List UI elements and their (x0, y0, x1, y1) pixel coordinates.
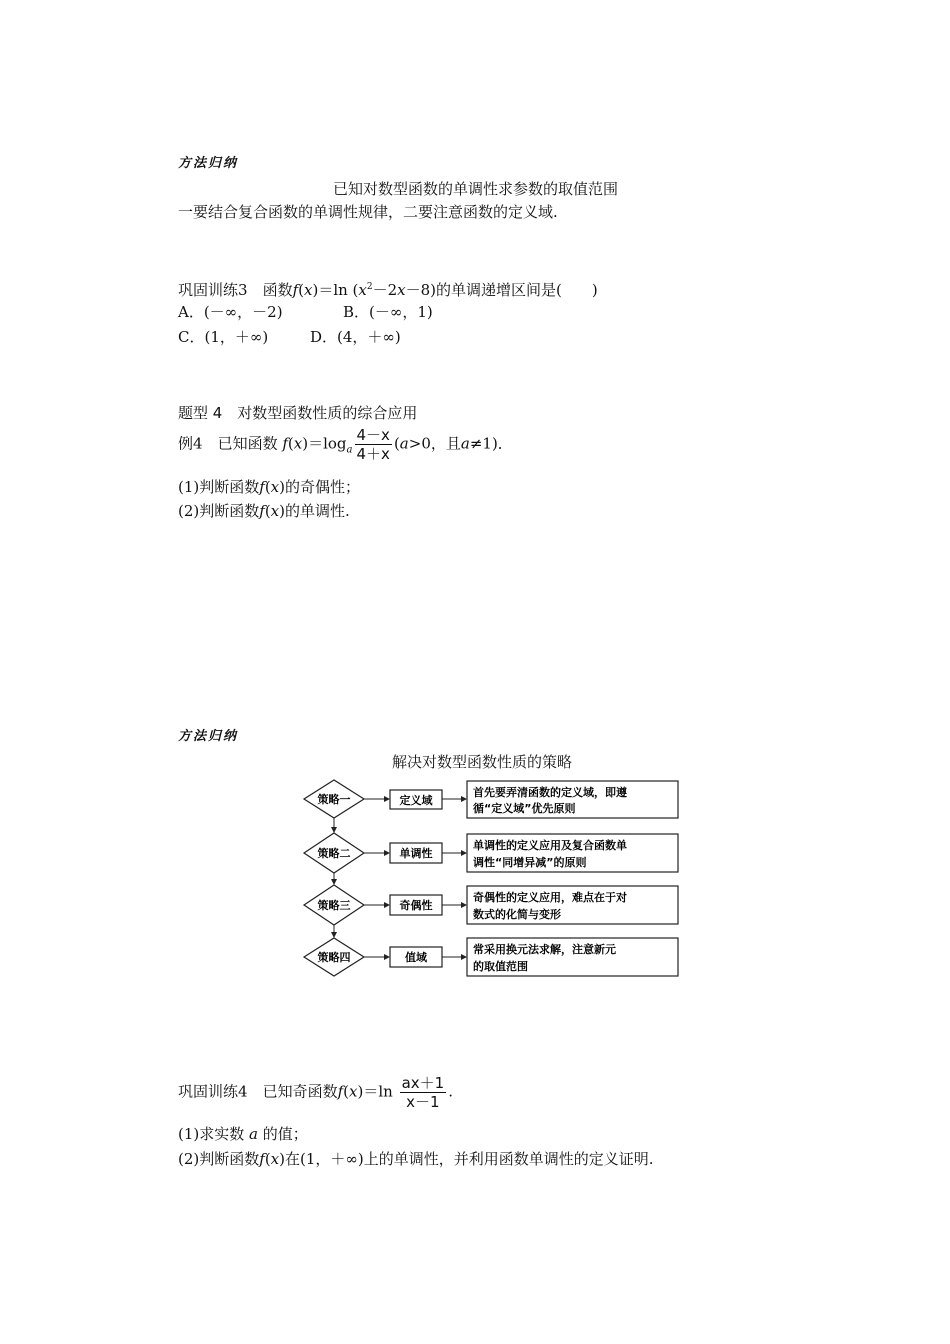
example4-q1: (1)判断函数f(x)的奇偶性； (178, 478, 360, 496)
desc-2-line1: 单调性的定义应用及复合函数单 (473, 839, 627, 852)
topic-3-label: 奇偶性 (399, 899, 433, 912)
desc-3-line2: 数式的化简与变形 (473, 908, 561, 921)
method-label: 方法归纳 (178, 156, 239, 171)
desc-1-line1: 首先要弄清函数的定义域，即遵 (473, 786, 627, 799)
strategy-3-label: 策略三 (317, 899, 351, 912)
desc-1-line2: 循“定义域”优先原则 (473, 802, 576, 815)
strategy-flowchart (300, 776, 685, 986)
example4-label: 例4 (178, 434, 203, 453)
topic-1-label: 定义域 (399, 794, 433, 807)
example4-stem: 例4 已知函数 $f(x)=\log_a$ $\frac{4-x}{4+x}$ (a>0，且a≠1)． (178, 426, 513, 463)
strategy-1-label: 策略一 (317, 793, 351, 806)
desc-3-line1: 奇偶性的定义应用，难点在于对 (473, 891, 627, 904)
desc-4-line2: 的取值范围 (473, 960, 528, 973)
option-c: C．(1，＋∞) (178, 328, 269, 346)
strategy-4-label: 策略四 (317, 951, 351, 964)
exercise4-q1: (1)求实数 a 的值； (178, 1125, 308, 1143)
option-a: A．(－∞，－2) (178, 303, 283, 321)
exercise4-stem: 巩固训练4 已知奇函数f(x)＝ln $\frac{ax+1}{x-1}$ . (178, 1074, 453, 1111)
desc-2-line2: 调性“同增异减”的原则 (473, 856, 587, 869)
type4-title: 题型 4 对数型函数性质的综合应用 (178, 404, 418, 422)
topic-4-label: 值域 (405, 951, 427, 964)
exercise4-fraction: $\frac{ax+1}{x-1}$ (401, 1074, 445, 1111)
desc-4-line1: 常采用换元法求解，注意新元 (473, 943, 616, 956)
section-heading: 已知对数型函数的单调性求参数的取值范围 (333, 180, 619, 198)
option-b: B．(－∞，1) (343, 303, 433, 321)
exercise3-stem: 巩固训练3 函数f(x)＝ln $(x^2-2x-8)$的单调递增区间是( ) (178, 281, 598, 299)
method-text: 一要结合复合函数的单调性规律，二要注意函数的定义域. (178, 203, 558, 221)
example4-fraction: $\frac{4-x}{4+x}$ (356, 426, 390, 463)
method-label-2: 方法归纳 (178, 729, 239, 744)
exercise3-title: 巩固训练3 (178, 281, 248, 299)
topic-2-label: 单调性 (399, 847, 433, 860)
strategy-heading: 解决对数型函数性质的策略 (392, 753, 573, 771)
exercise4-q2: (2)判断函数f(x)在(1，＋∞)上的单调性，并利用函数单调性的定义证明. (178, 1150, 654, 1168)
example4-q2: (2)判断函数f(x)的单调性. (178, 502, 350, 520)
option-d: D．(4，＋∞) (310, 328, 401, 346)
strategy-2-label: 策略二 (317, 847, 351, 860)
exercise4-title: 巩固训练4 (178, 1082, 248, 1101)
